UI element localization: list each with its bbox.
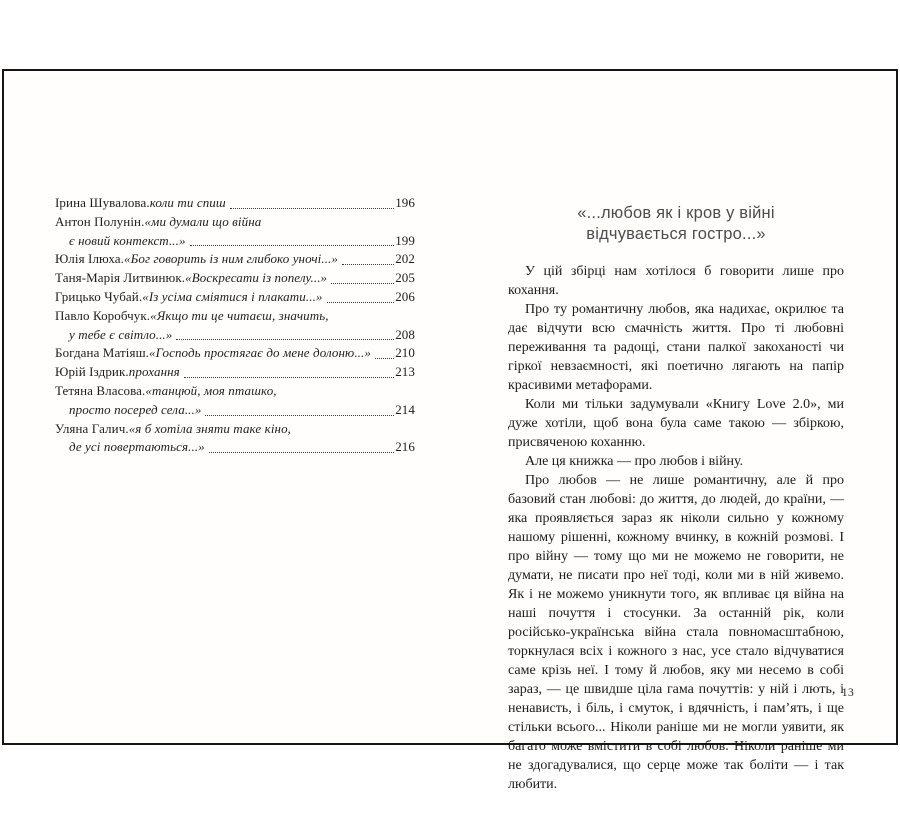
body-paragraph: Про ту романтичну любов, яка надихає, окрилює та дає відчути всю смачність життя. Про ті любовні переживання та радощі, стани палкої закоханості чи гіркої невзаємності, які поетично лягають на папір красивими метафорами. [508,302,844,393]
toc-dot-leader [184,377,394,378]
toc-title-continuation: є новий контекст...» [69,232,186,248]
toc-title: «Господь простягає до мене долоню...» [149,345,371,361]
toc-dot-leader [190,245,395,246]
toc-entry [55,420,415,458]
toc-dot-leader [230,208,394,209]
toc-page-number: 216 [395,439,415,455]
toc-title: «Із усіма сміятися і плакати...» [142,288,323,304]
toc-entry [55,344,415,363]
toc-title-continuation: у тебе є світло...» [69,326,173,342]
toc-page-number: 199 [395,232,415,248]
toc-page-number: 205 [395,270,415,286]
toc-title: «Воскресати із попелу...» [185,270,328,286]
toc-dot-leader [209,452,394,453]
toc-dot-leader [331,283,394,284]
toc-author: Антон Полунін. [55,213,145,229]
toc-author: Богдана Матіяш. [55,345,150,361]
toc-title: «я б хотіла зняти таке кіно, [128,420,292,436]
toc-entry [55,288,415,307]
body-paragraph: Але ця книжка — про любов і війну. [525,454,744,469]
body-paragraph: У цій збірці нам хотілося б говорити лише про кохання. [508,264,844,298]
toc-entry [55,213,415,251]
toc-author: Юлія Ілюха. [55,251,124,267]
toc-title: прохання [128,364,180,380]
toc-title: «танцюй, моя пташко, [145,382,277,398]
toc-page-number: 213 [395,364,415,380]
page-number: 13 [841,687,855,699]
body-paragraph: Про любов — не лише романтичну, але й про базовий стан любові: до життя, до людей, до країни, — яка проявляється зараз як ніколи сильно у кожному нашому рішенні, кожному вчинку, в кожній розмові. І про війну — тому що ми не можемо не говорити, не думати, не писати про неї тоді, коли ми в ній живемо. Як і не можемо уникнути того, як впливає ця війна на наші почуття і стосунки. За останній рік, коли російсько-українська війна стала повномасштабною, торкнулася всіх і кожного з нас, усе стало відчуватися саме крізь неї. І тому й любов, яку ми несемо в собі зараз, — це швидше ціла гама почуттів: у ній і лють, і ненависть, і біль, і смуток, і вдячність, і пам’ять, і ще стільки всього... Ніколи раніше ми не могли уявити, як багато може вмістити в собі любов. Ніколи раніше ми не здогадувалися, що серце може так боліти — і так любити. [508,473,844,792]
toc-author: Ірина Шувалова. [55,195,150,210]
toc-page-number: 202 [395,251,415,267]
toc-author: Тетяна Власова. [55,382,146,398]
toc-entry [55,194,415,213]
chapter-body [508,262,844,794]
toc-title: «ми думали що війна [144,213,262,229]
chapter-heading-line-1: «...любов як і кров у війні [577,204,775,222]
table-of-contents [55,194,415,457]
chapter-heading [500,203,852,245]
toc-dot-leader [342,264,394,265]
toc-entry [55,363,415,382]
toc-author: Грицько Чубай. [55,288,143,304]
toc-title-continuation: де усі повертаються...» [69,439,205,455]
toc-dot-leader [375,358,394,359]
toc-page-number: 208 [395,326,415,342]
toc-page-number: 206 [395,288,415,304]
toc-dot-leader [327,302,395,303]
toc-title: «Бог говорить із ним глибоко уночі...» [124,251,339,267]
toc-entry [55,307,415,345]
toc-entry [55,250,415,269]
toc-dot-leader [205,415,394,416]
toc-author: Юрій Іздрик. [55,364,129,380]
toc-page-number: 210 [395,345,415,361]
toc-page-number: 196 [395,195,415,210]
toc-author: Уляна Галич. [55,420,129,436]
chapter-heading-line-2: відчувається гостро...» [586,225,766,243]
toc-author: Павло Коробчук. [55,307,151,323]
toc-title: коли ти спиш [149,195,226,210]
toc-title-continuation: просто посеред села...» [69,401,202,417]
toc-entry [55,382,415,420]
toc-page-number: 214 [395,401,415,417]
toc-author: Таня-Марія Литвинюк. [55,270,186,286]
body-paragraph: Коли ми тільки задумували «Книгу Love 2.0», ми дуже хотіли, щоб вона була саме такою — збіркою, присвяченою коханню. [508,397,844,450]
toc-dot-leader [176,339,394,340]
toc-title: «Якщо ти це читаєш, значить, [150,307,329,323]
toc-entry [55,269,415,288]
